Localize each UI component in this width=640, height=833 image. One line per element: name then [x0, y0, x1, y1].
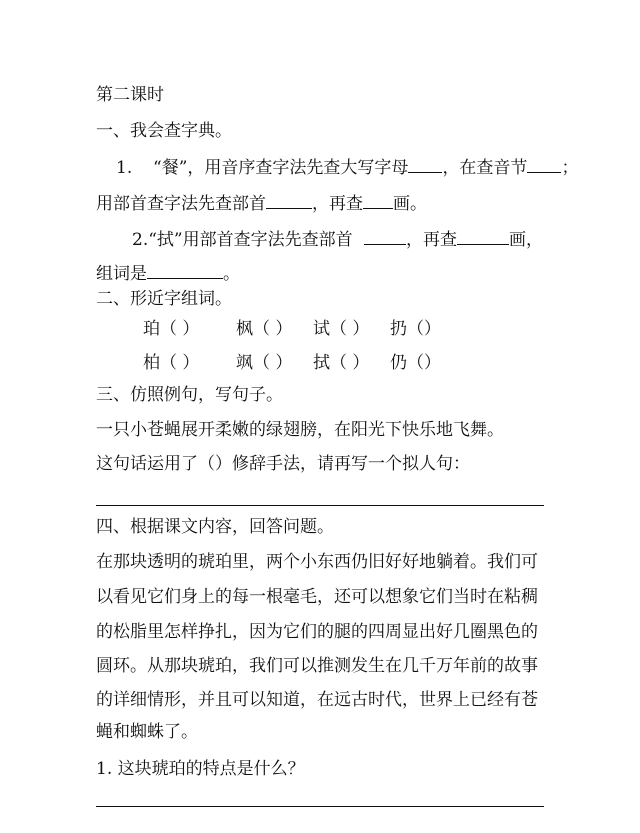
char: 枫	[236, 319, 253, 339]
section1-q2-line2	[96, 262, 240, 285]
passage-line-3: 的松脂里怎样挣扎，因为它们的腿的四周显出好几圈黑色的	[96, 622, 538, 642]
q2-text-c: 画，	[509, 230, 544, 250]
passage-line-2: 以看见它们身上的每一根毫毛，还可以想象它们当时在粘稠	[96, 587, 538, 607]
section1-q1-line2	[96, 192, 427, 215]
section4-q1: 1. 这块琥珀的特点是什么？	[96, 759, 305, 779]
q2-blank-word[interactable]	[147, 262, 223, 279]
char: 扔	[390, 319, 407, 339]
pair-row2-4	[390, 352, 441, 374]
q1-blank-letter[interactable]	[408, 156, 442, 173]
section3-answer-line[interactable]	[96, 505, 544, 506]
section3-example: 一只小苍蝇展开柔嫩的绿翅膀，在阳光下快乐地飞舞。	[96, 420, 504, 440]
q1-blank-syllable[interactable]	[527, 156, 561, 173]
q2-text-b: ，再查	[406, 230, 458, 250]
passage-line-1: 在那块透明的琥珀里，两个小东西仍旧好好地躺着。我们可	[96, 552, 538, 572]
answer-paren[interactable]: （ ）	[160, 353, 200, 373]
q2-number: 2.	[132, 230, 149, 250]
answer-paren[interactable]: （ ）	[160, 319, 200, 339]
section2-heading: 二、形近字组词。	[96, 289, 232, 309]
q1-text-c: ；	[561, 158, 579, 178]
pair-row2-3	[313, 352, 369, 374]
q2-text-d: 组词是	[96, 264, 147, 284]
char: 拭	[313, 353, 330, 373]
q1-text-f: 画。	[393, 194, 427, 214]
section4-q1-answer-line[interactable]	[96, 806, 544, 807]
q1-number: 1.	[116, 158, 133, 178]
pair-row2-2	[236, 352, 292, 374]
char: 仍	[390, 353, 407, 373]
pair-row1-2	[236, 318, 292, 340]
passage-line-4: 圆环。从那块琥珀，我们可以推测发生在几千万年前的故事	[96, 656, 538, 676]
q1-text-d: 用部首查字法先查部首	[96, 194, 266, 214]
section3-prompt: 这句话运用了（）修辞手法，请再写一个拟人句：	[96, 454, 470, 474]
q1-blank-radical[interactable]	[266, 192, 312, 209]
section4-heading: 四、根据课文内容，回答问题。	[96, 517, 334, 537]
answer-paren[interactable]: （）	[407, 319, 441, 339]
char: 珀	[143, 319, 160, 339]
pair-row1-3	[313, 318, 369, 340]
char: 飒	[236, 353, 253, 373]
answer-paren[interactable]: （ ）	[330, 319, 370, 339]
q2-blank-radical[interactable]	[364, 228, 406, 245]
q1-text-b: ，在查音节	[442, 158, 528, 178]
answer-paren[interactable]: （）	[407, 353, 441, 373]
section1-q2-line1	[132, 228, 543, 251]
section1-q1-line1	[116, 156, 578, 179]
q2-text-a: “拭”用部首查字法先查部首	[148, 230, 353, 250]
char: 试	[313, 319, 330, 339]
pair-row1-4	[390, 318, 441, 340]
q1-text-a: “餐”，用音序查字法先查大写字母	[153, 158, 409, 178]
answer-paren[interactable]: （ ）	[253, 353, 293, 373]
section3-heading: 三、仿照例句，写句子。	[96, 385, 283, 405]
lesson-title: 第二课时	[96, 85, 164, 105]
q1-text-e: ，再查	[312, 194, 363, 214]
section1-heading: 一、我会查字典。	[96, 121, 232, 141]
char: 柏	[143, 353, 160, 373]
q2-text-e: 。	[223, 264, 240, 284]
answer-paren[interactable]: （ ）	[330, 353, 370, 373]
pair-row1-1	[143, 318, 199, 340]
passage-line-5: 的详细情形，并且可以知道，在远古时代，世界上已经有苍	[96, 690, 538, 710]
passage-line-6: 蝇和蜘蛛了。	[96, 722, 198, 742]
q2-blank-strokes[interactable]	[457, 228, 509, 245]
answer-paren[interactable]: （ ）	[253, 319, 293, 339]
q1-blank-strokes[interactable]	[363, 192, 393, 209]
pair-row2-1	[143, 352, 199, 374]
